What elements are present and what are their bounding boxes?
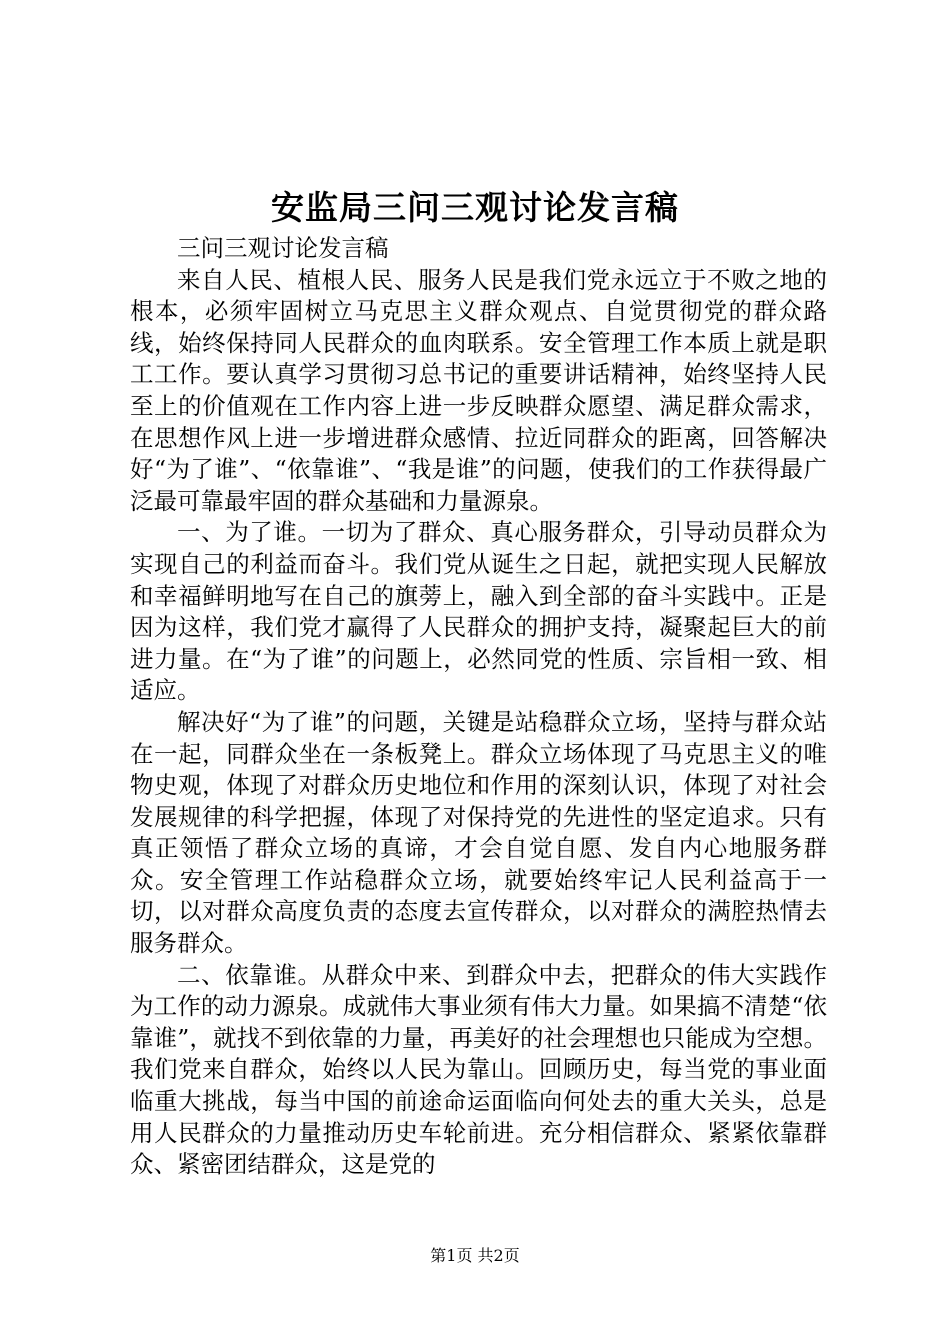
page-footer: 第1页 共2页 (430, 1246, 520, 1265)
document-body (130, 233, 827, 1181)
body-paragraph: 一、为了谁。一切为了群众、真心服务群众，引导动员群众为实现自己的利益而奋斗。我们党从诞生之日起，就把实现人民解放和幸福鲜明地写在自己的旗蒡上，融入到全部的奋斗实践中。正是因为这样，我们党才赢得了人民群众的拥护支持，凝聚起巨大的前进力量。在“为了谁”的问题上，必然同党的性质、宗旨相一致、相适应。 (130, 518, 827, 705)
body-paragraph: 二、依靠谁。从群众中来、到群众中去，把群众的伟大实践作为工作的动力源泉。成就伟大事业须有伟大力量。如果搞不清楚“依靠谁”，就找不到依靠的力量，再美好的社会理想也只能成为空想。我们党来自群众，始终以人民为靠山。回顾历史，每当党的事业面临重大挑战，每当中国的前途命运面临向何处去的重大关头，总是用人民群众的力量推动历史车轮前进。充分相信群众、紧紧依靠群众、紧密团结群众，这是党的 (130, 960, 827, 1179)
subtitle-paragraph: 三问三观讨论发言稿 (177, 234, 389, 262)
body-paragraph: 来自人民、植根人民、服务人民是我们党永远立于不败之地的根本，必须牢固树立马克思主义群众观点、自觉贯彻党的群众路线，始终保持同人民群众的血肉联系。安全管理工作本质上就是职工工作。要认真学习贯彻习总书记的重要讲话精神，始终坚持人民至上的价值观在工作内容上进一步反映群众愿望、满足群众需求，在思想作风上进一步增进群众感情、拉近同群众的距离，回答解决好“为了谁”、“依靠谁”、“我是谁”的问题，使我们的工作获得最广泛最可靠最牢固的群众基础和力量源泉。 (130, 265, 827, 515)
body-paragraph: 解决好“为了谁”的问题，关键是站稳群众立场，坚持与群众站在一起，同群众坐在一条板凳上。群众立场体现了马克思主义的唯物史观，体现了对群众历史地位和作用的深刻认识，体现了对社会发展规律的科学把握，体现了对保持党的先进性的坚定追求。只有真正领悟了群众立场的真谛，才会自觉自愿、发自内心地服务群众。安全管理工作站稳群众立场，就要始终牢记人民利益高于一切，以对群众高度负责的态度去宣传群众，以对群众的满腔热情去服务群众。 (130, 707, 827, 958)
document-title: 安监局三问三观讨论发言稿 (271, 188, 679, 227)
